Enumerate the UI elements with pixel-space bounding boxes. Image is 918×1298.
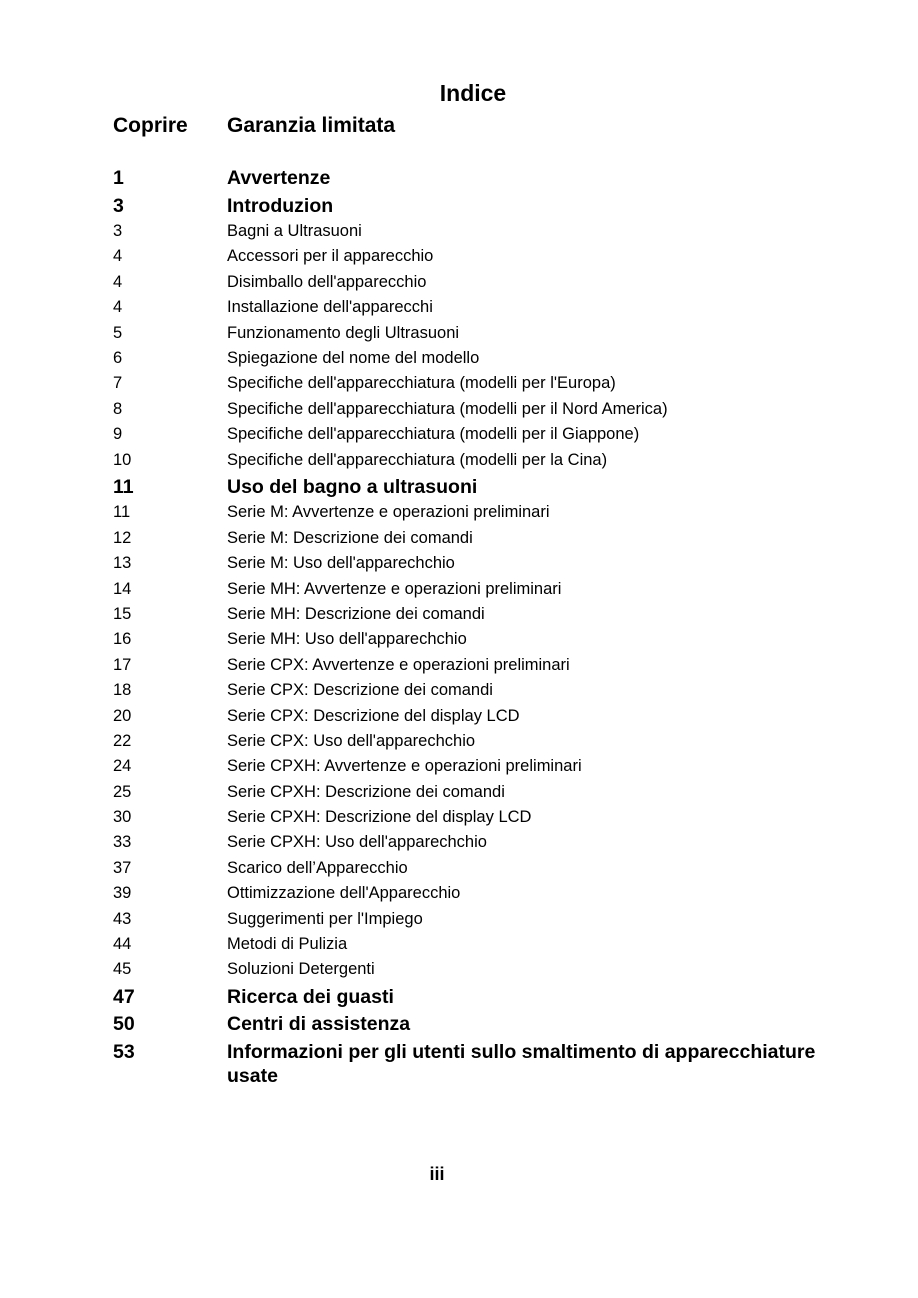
- toc-entry: [113, 934, 838, 959]
- toc-entry-title: Serie MH: Uso dell'apparechchio: [227, 630, 467, 649]
- toc-entry-title: Serie CPX: Uso dell'apparechchio: [227, 731, 476, 750]
- toc-entry: [113, 221, 838, 246]
- toc-entry-title: Serie CPX: Descrizione dei comandi: [227, 681, 493, 700]
- toc-entry-title: Disimballo dell'apparecchio: [227, 272, 427, 291]
- toc-entry-title: Accessori per il apparecchio: [227, 247, 434, 266]
- toc-entry-title: Bagni a Ultrasuoni: [227, 222, 362, 240]
- toc-entry: [113, 475, 838, 503]
- toc-entry-title: Soluzioni Detergenti: [227, 960, 375, 979]
- toc-entry-title: Informazioni per gli utenti sullo smaltimento di apparecchiature usate: [227, 1040, 816, 1087]
- cover-row: [113, 111, 873, 141]
- toc-page-number: 44: [113, 935, 132, 954]
- toc-page-number: 25: [113, 782, 132, 801]
- toc-entry: [113, 959, 838, 984]
- toc-entry-title: Uso del bagno a ultrasuoni: [227, 475, 478, 498]
- toc-entry-title: Centri di assistenza: [227, 1013, 411, 1036]
- toc-page-number: 37: [113, 858, 132, 877]
- toc-entry-title: Serie CPX: Descrizione del display LCD: [227, 706, 520, 725]
- toc-entry: [113, 399, 838, 424]
- toc-page-number: 4: [113, 272, 123, 291]
- toc-entry-title: Specifiche dell'apparecchiatura (modelli per il Nord America): [227, 399, 668, 418]
- toc-entry: [113, 731, 838, 756]
- toc-entry-title: Serie CPXH: Uso dell'apparechchio: [227, 833, 487, 852]
- toc-page-number: 43: [113, 909, 132, 928]
- toc-page-number: 13: [113, 554, 132, 573]
- toc-page-number: 1: [113, 167, 124, 189]
- toc-entry-title: Scarico dell’Apparecchio: [227, 858, 408, 877]
- toc-entry: [113, 985, 838, 1013]
- toc-entry: [113, 323, 838, 348]
- cover-title: Garanzia limitata: [227, 114, 396, 137]
- toc-page-number: 9: [113, 425, 123, 444]
- toc-page-number: 33: [113, 833, 132, 852]
- toc-page-number: 50: [113, 1013, 135, 1036]
- toc-entry: [113, 629, 838, 654]
- toc-entry: [113, 297, 838, 322]
- toc-page-number: 6: [113, 348, 123, 367]
- toc-entry-title: Metodi di Pulizia: [227, 935, 348, 954]
- toc-entry: [113, 604, 838, 629]
- toc-entry: [113, 424, 838, 449]
- toc-entry: [113, 909, 838, 934]
- toc-page-number: 4: [113, 298, 123, 317]
- toc-entry: [113, 553, 838, 578]
- page-title: Indice: [439, 80, 507, 106]
- toc-entry-title: Ottimizzazione dell'Apparecchio: [227, 884, 461, 903]
- toc-entry: [113, 756, 838, 781]
- toc-page-number: 22: [113, 731, 132, 750]
- toc-page-number: 18: [113, 681, 132, 700]
- toc-page-number: 17: [113, 655, 132, 674]
- toc-entry: [113, 450, 838, 475]
- toc-entry: [113, 858, 838, 883]
- cover-label: Coprire: [113, 114, 188, 137]
- toc-entry: [113, 348, 838, 373]
- toc-entry-title: Serie CPXH: Descrizione del display LCD: [227, 808, 532, 827]
- toc-page-number: 47: [113, 985, 135, 1008]
- toc-page-number: 20: [113, 706, 132, 725]
- toc-entry-title: Suggerimenti per l'Impiego: [227, 909, 423, 928]
- toc-page-number: 3: [113, 222, 123, 240]
- toc-page-number: 7: [113, 374, 123, 393]
- toc-page-number: 12: [113, 528, 132, 547]
- toc-entry-title: Introduzion: [227, 194, 334, 217]
- toc-entry: [113, 579, 838, 604]
- toc-entry: [113, 1012, 838, 1040]
- toc-entry: [113, 1040, 838, 1094]
- toc-entry: [113, 680, 838, 705]
- table-of-contents: [113, 166, 838, 1094]
- toc-entry-title: Specifiche dell'apparecchiatura (modelli per l'Europa): [227, 374, 616, 393]
- toc-entry: [113, 655, 838, 680]
- toc-entry: [113, 194, 838, 222]
- toc-page-number: 15: [113, 604, 132, 623]
- toc-page-number: 30: [113, 808, 132, 827]
- toc-page-number: 24: [113, 757, 132, 776]
- toc-entry-title: Funzionamento degli Ultrasuoni: [227, 323, 460, 342]
- toc-entry-title: Serie CPXH: Avvertenze e operazioni preliminari: [227, 757, 582, 776]
- toc-entry-title: Serie MH: Descrizione dei comandi: [227, 604, 485, 623]
- toc-entry: [113, 832, 838, 857]
- toc-entry-title: Serie M: Descrizione dei comandi: [227, 528, 473, 547]
- toc-entry-title: Spiegazione del nome del modello: [227, 348, 480, 367]
- toc-entry: [113, 246, 838, 271]
- toc-entry-title: Specifiche dell'apparecchiatura (modelli per il Giappone): [227, 425, 640, 444]
- toc-entry: [113, 807, 838, 832]
- toc-page-number: 10: [113, 450, 132, 469]
- toc-page-number: 5: [113, 323, 123, 342]
- toc-entry-title: Serie MH: Avvertenze e operazioni preliminari: [227, 579, 562, 598]
- toc-page-number: 11: [113, 475, 134, 498]
- toc-entry: [113, 883, 838, 908]
- toc-entry-title: Ricerca dei guasti: [227, 985, 394, 1008]
- toc-entry-title: Installazione dell'apparecchi: [227, 298, 433, 317]
- page-number: iii: [429, 1164, 445, 1184]
- toc-entry: [113, 528, 838, 553]
- toc-entry-title: Serie CPXH: Descrizione dei comandi: [227, 782, 505, 801]
- toc-entry-title: Serie CPX: Avvertenze e operazioni preliminari: [227, 655, 570, 674]
- toc-page-number: 16: [113, 630, 132, 649]
- toc-entry: [113, 373, 838, 398]
- toc-page-number: 53: [113, 1040, 135, 1063]
- toc-entry-title: Serie M: Uso dell'apparechchio: [227, 554, 455, 573]
- toc-entry: [113, 706, 838, 731]
- toc-entry: [113, 272, 838, 297]
- toc-entry: [113, 782, 838, 807]
- toc-entry-title: Specifiche dell'apparecchiatura (modelli per la Cina): [227, 450, 608, 469]
- toc-page-number: 3: [113, 194, 124, 217]
- toc-page-number: 39: [113, 884, 132, 903]
- toc-page-number: 45: [113, 960, 132, 979]
- toc-entry-title: Avvertenze: [227, 167, 331, 189]
- toc-page-number: 4: [113, 247, 123, 266]
- toc-page-number: 14: [113, 579, 132, 598]
- toc-page-number: 11: [113, 503, 131, 522]
- toc-entry-title: Serie M: Avvertenze e operazioni preliminari: [227, 503, 550, 522]
- toc-page-number: 8: [113, 399, 123, 418]
- toc-entry: [113, 166, 838, 194]
- toc-entry: [113, 502, 838, 527]
